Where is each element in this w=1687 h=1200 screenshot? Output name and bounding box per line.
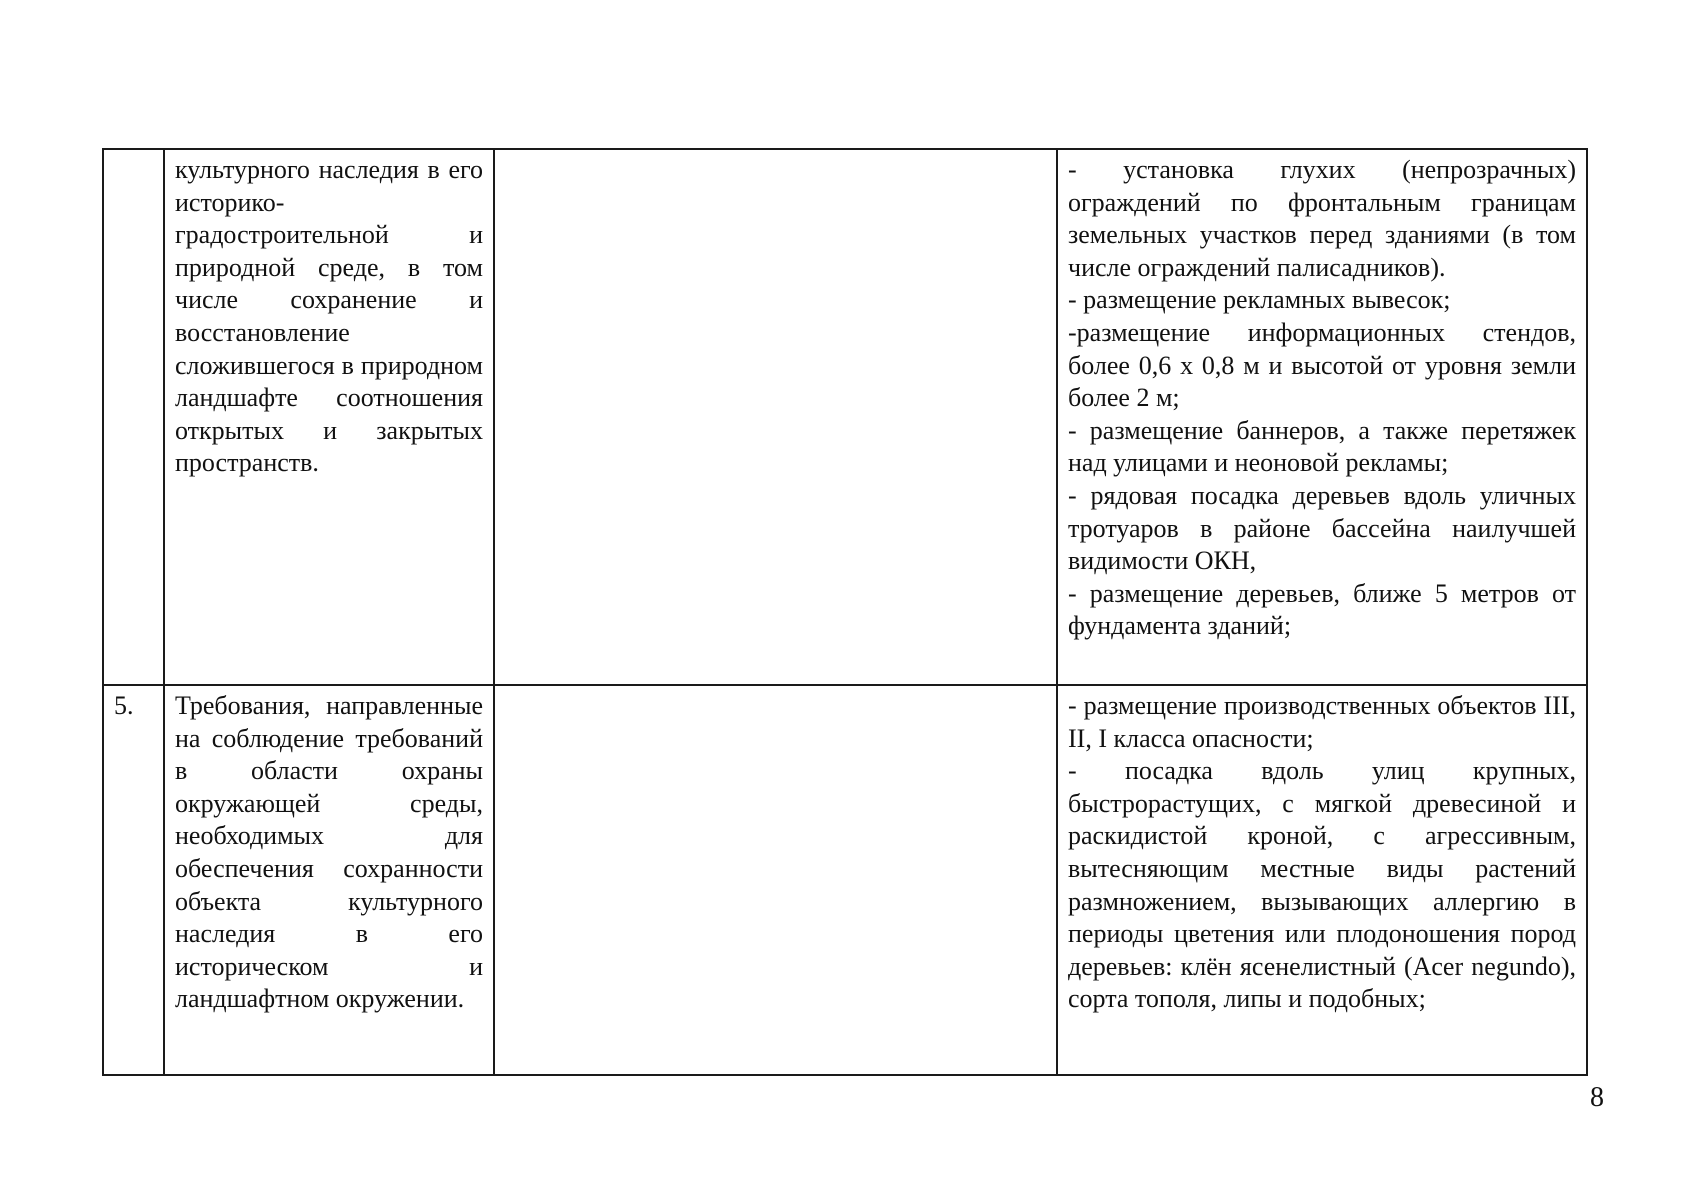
restriction-item: -размещение информационных стендов, более 0,6 х 0,8 м и высотой от уровня земли более 2 м; — [1068, 317, 1576, 413]
requirement-cell: Требования, направленные на соблюдение требований в области охраны окружающей среды, необходимых для обеспечения сохранности объекта культурного наследия в его историческом и ландшафтном окружении. — [164, 685, 494, 1075]
table-row — [103, 685, 1587, 1075]
requirements-table — [102, 148, 1588, 1076]
row-number: 5. — [103, 685, 164, 1075]
middle-cell — [494, 149, 1057, 685]
restrictions-cell — [1057, 149, 1587, 685]
restriction-item: - установка глухих (непрозрачных) ограждений по фронтальным границам земельных участков перед зданиями (в том числе ограждений палисадников). — [1068, 155, 1576, 282]
restriction-item: - размещение рекламных вывесок; — [1068, 285, 1451, 315]
middle-cell — [494, 685, 1057, 1075]
page-number: 8 — [1590, 1082, 1604, 1113]
table-row — [103, 149, 1587, 685]
restriction-item: - размещение производственных объектов III, II, I класса опасности; — [1068, 691, 1576, 753]
restriction-item: - размещение деревьев, ближе 5 метров от фундамента зданий; — [1068, 578, 1576, 641]
restrictions-cell — [1057, 685, 1587, 1075]
row-number — [103, 149, 164, 685]
restriction-item: - посадка вдоль улиц крупных, быстрорастущих, с мягкой древесиной и раскидистой кроной, с агрессивным, вытесняющим местные виды растений размножением, вызывающих аллергию в периоды цветения или плодоношения пород деревьев: клён ясенелистный (Acer negundo), сорта тополя, липы и подобных; — [1068, 756, 1576, 1014]
requirement-cell: культурного наследия в его историко-градостроительной и природной среде, в том числе сохранение и восстановление сложившегося в природном ландшафте соотношения открытых и закрытых пространств. — [164, 149, 494, 685]
restriction-item: - рядовая посадка деревьев вдоль уличных тротуаров в районе бассейна наилучшей видимости ОКН, — [1068, 480, 1576, 576]
restriction-item: - размещение баннеров, а также перетяжек над улицами и неоновой рекламы; — [1068, 415, 1576, 478]
